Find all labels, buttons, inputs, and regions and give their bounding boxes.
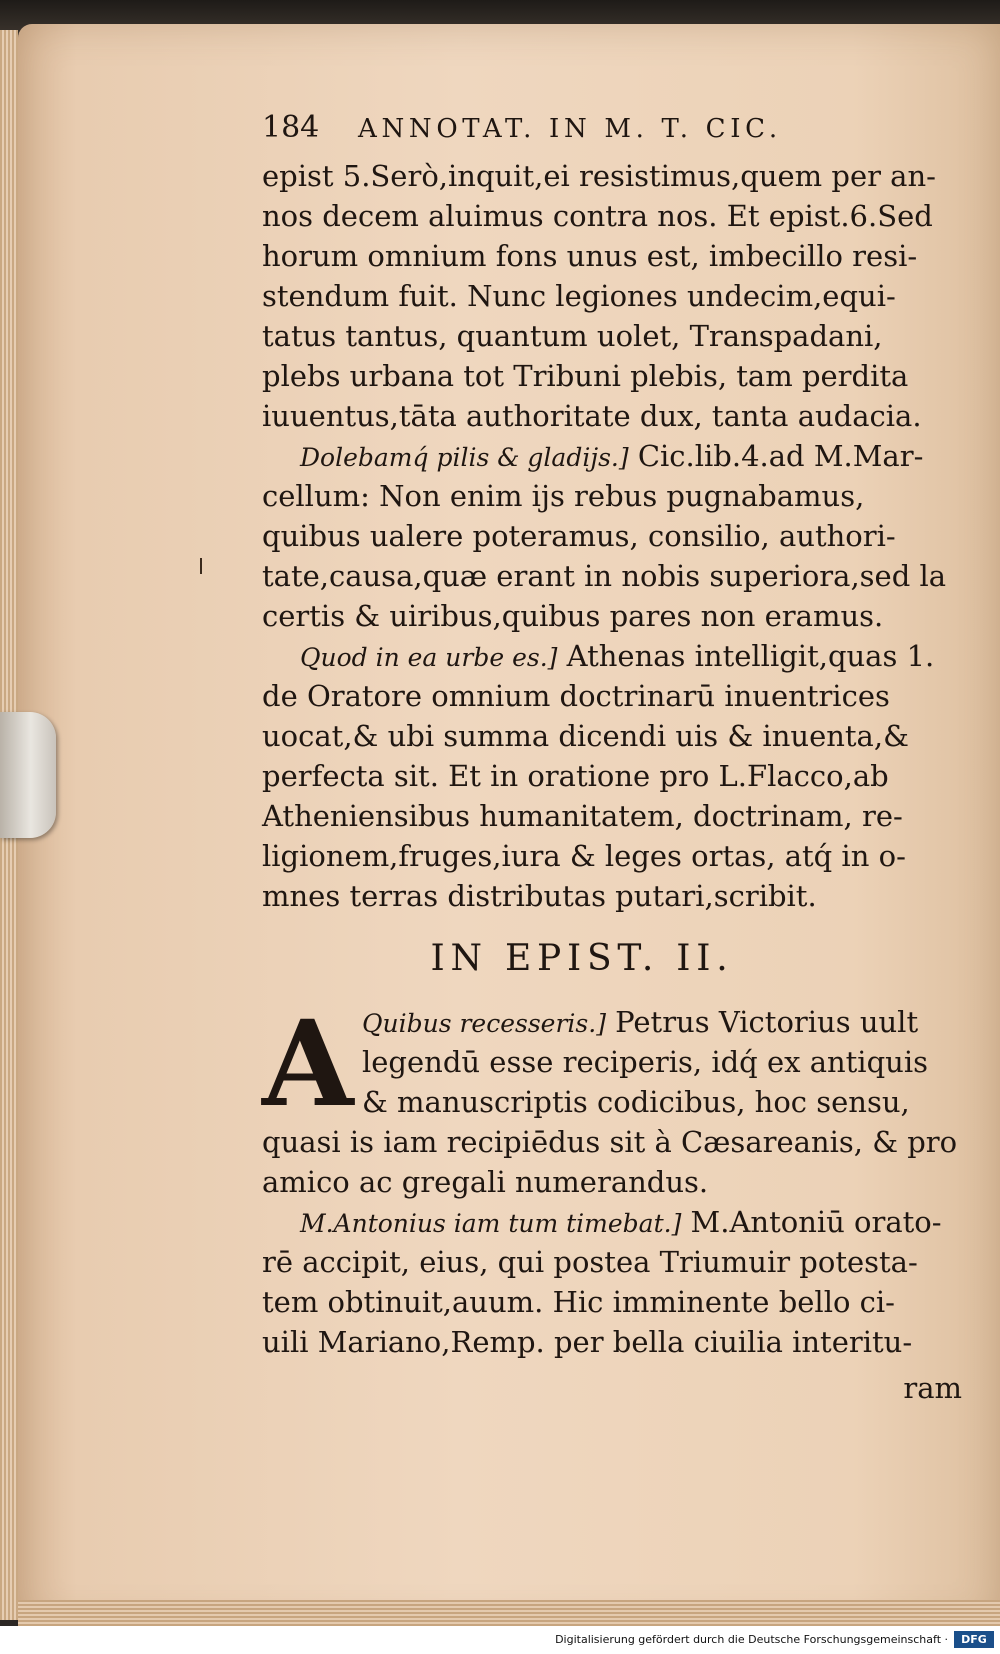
running-header (262, 110, 962, 156)
page-clip (0, 712, 56, 838)
text-line: certis & uiribus,quibus pares non eramus. (262, 599, 884, 633)
text-line: cellum: Non enim ijs rebus pugnabamus, (262, 479, 865, 513)
page-text (262, 110, 962, 1408)
drop-cap: A (262, 994, 354, 1133)
text-line: iuuentus,tāta authoritate dux, tanta audacia. (262, 399, 922, 433)
text-line: quibus ualere poteramus, consilio, authori- (262, 519, 896, 553)
text-run: M.Antoniū orato- (681, 1205, 942, 1239)
text-line: & manuscriptis codicibus, hoc sensu, (362, 1085, 910, 1119)
text-line: de Oratore omnium doctrinarū inuentrices (262, 679, 890, 713)
text-line: horum omnium fons unus est, imbecillo resi- (262, 239, 918, 273)
text-line: legendū esse reciperis, idq́ ex antiquis (362, 1045, 928, 1079)
text-line: perfecta sit. Et in oratione pro L.Flacco,ab (262, 759, 889, 793)
text-line: quasi is iam recipiēdus sit à Cæsareanis, & pro (262, 1125, 958, 1159)
catchword: ram (903, 1371, 962, 1405)
text-line: nos decem aluimus contra nos. Et epist.6.Sed (262, 199, 933, 233)
text-line: uocat,& ubi summa dicendi uis & inuenta,& (262, 719, 909, 753)
lemma-line (262, 436, 962, 476)
running-head: ANNOTAT. IN M. T. CIC. (358, 114, 782, 144)
text-line: stendum fuit. Nunc legiones undecim,equi- (262, 279, 896, 313)
lemma-line (262, 1202, 962, 1242)
lemma: Dolebamq́ pilis & gladijs.] (300, 443, 629, 472)
section-heading: IN EPIST. II. (430, 938, 734, 979)
text-line: epist 5.Serò,inquit,ei resistimus,quem per an- (262, 159, 936, 193)
lemma: Quibus recesseris.] (362, 1009, 606, 1038)
text-line: amico ac gregali numerandus. (262, 1165, 709, 1199)
dfg-logo: DFG (954, 1631, 994, 1648)
initial-block (262, 994, 962, 1133)
footer-bar (0, 1626, 1000, 1654)
bottom-page-edges (18, 1600, 1000, 1626)
text-line: tatus tantus, quantum uolet, Transpadani, (262, 319, 883, 353)
text-line: plebs urbana tot Tribuni plebis, tam perdita (262, 359, 909, 393)
text-line: mnes terras distributas putari,scribit. (262, 879, 817, 913)
text-line: tate,causa,quæ erant in nobis superiora,sed la (262, 559, 947, 593)
page-number: 184 (262, 110, 320, 145)
lemma: M.Antonius iam tum timebat.] (300, 1209, 682, 1238)
text-line: Atheniensibus humanitatem, doctrinam, re- (262, 799, 903, 833)
lemma-line (262, 1002, 962, 1042)
lemma-line (262, 636, 962, 676)
margin-mark (200, 558, 202, 574)
text-run: Athenas intelligit,quas 1. (557, 639, 935, 673)
text-line: ligionem,fruges,iura & leges ortas, atq́ in o- (262, 839, 906, 873)
text-run: Cic.lib.4.ad M.Mar- (628, 439, 924, 473)
funding-credit: Digitalisierung gefördert durch die Deutsche Forschungsgemeinschaft · (555, 1633, 948, 1646)
lemma: Quod in ea urbe es.] (300, 643, 558, 672)
text-line: uili Mariano,Remp. per bella ciuilia interitu- (262, 1325, 913, 1359)
text-run: Petrus Victorius uult (605, 1005, 919, 1039)
text-line: tem obtinuit,auum. Hic imminente bello ci- (262, 1285, 895, 1319)
text-line: rē accipit, eius, qui postea Triumuir potesta- (262, 1245, 918, 1279)
